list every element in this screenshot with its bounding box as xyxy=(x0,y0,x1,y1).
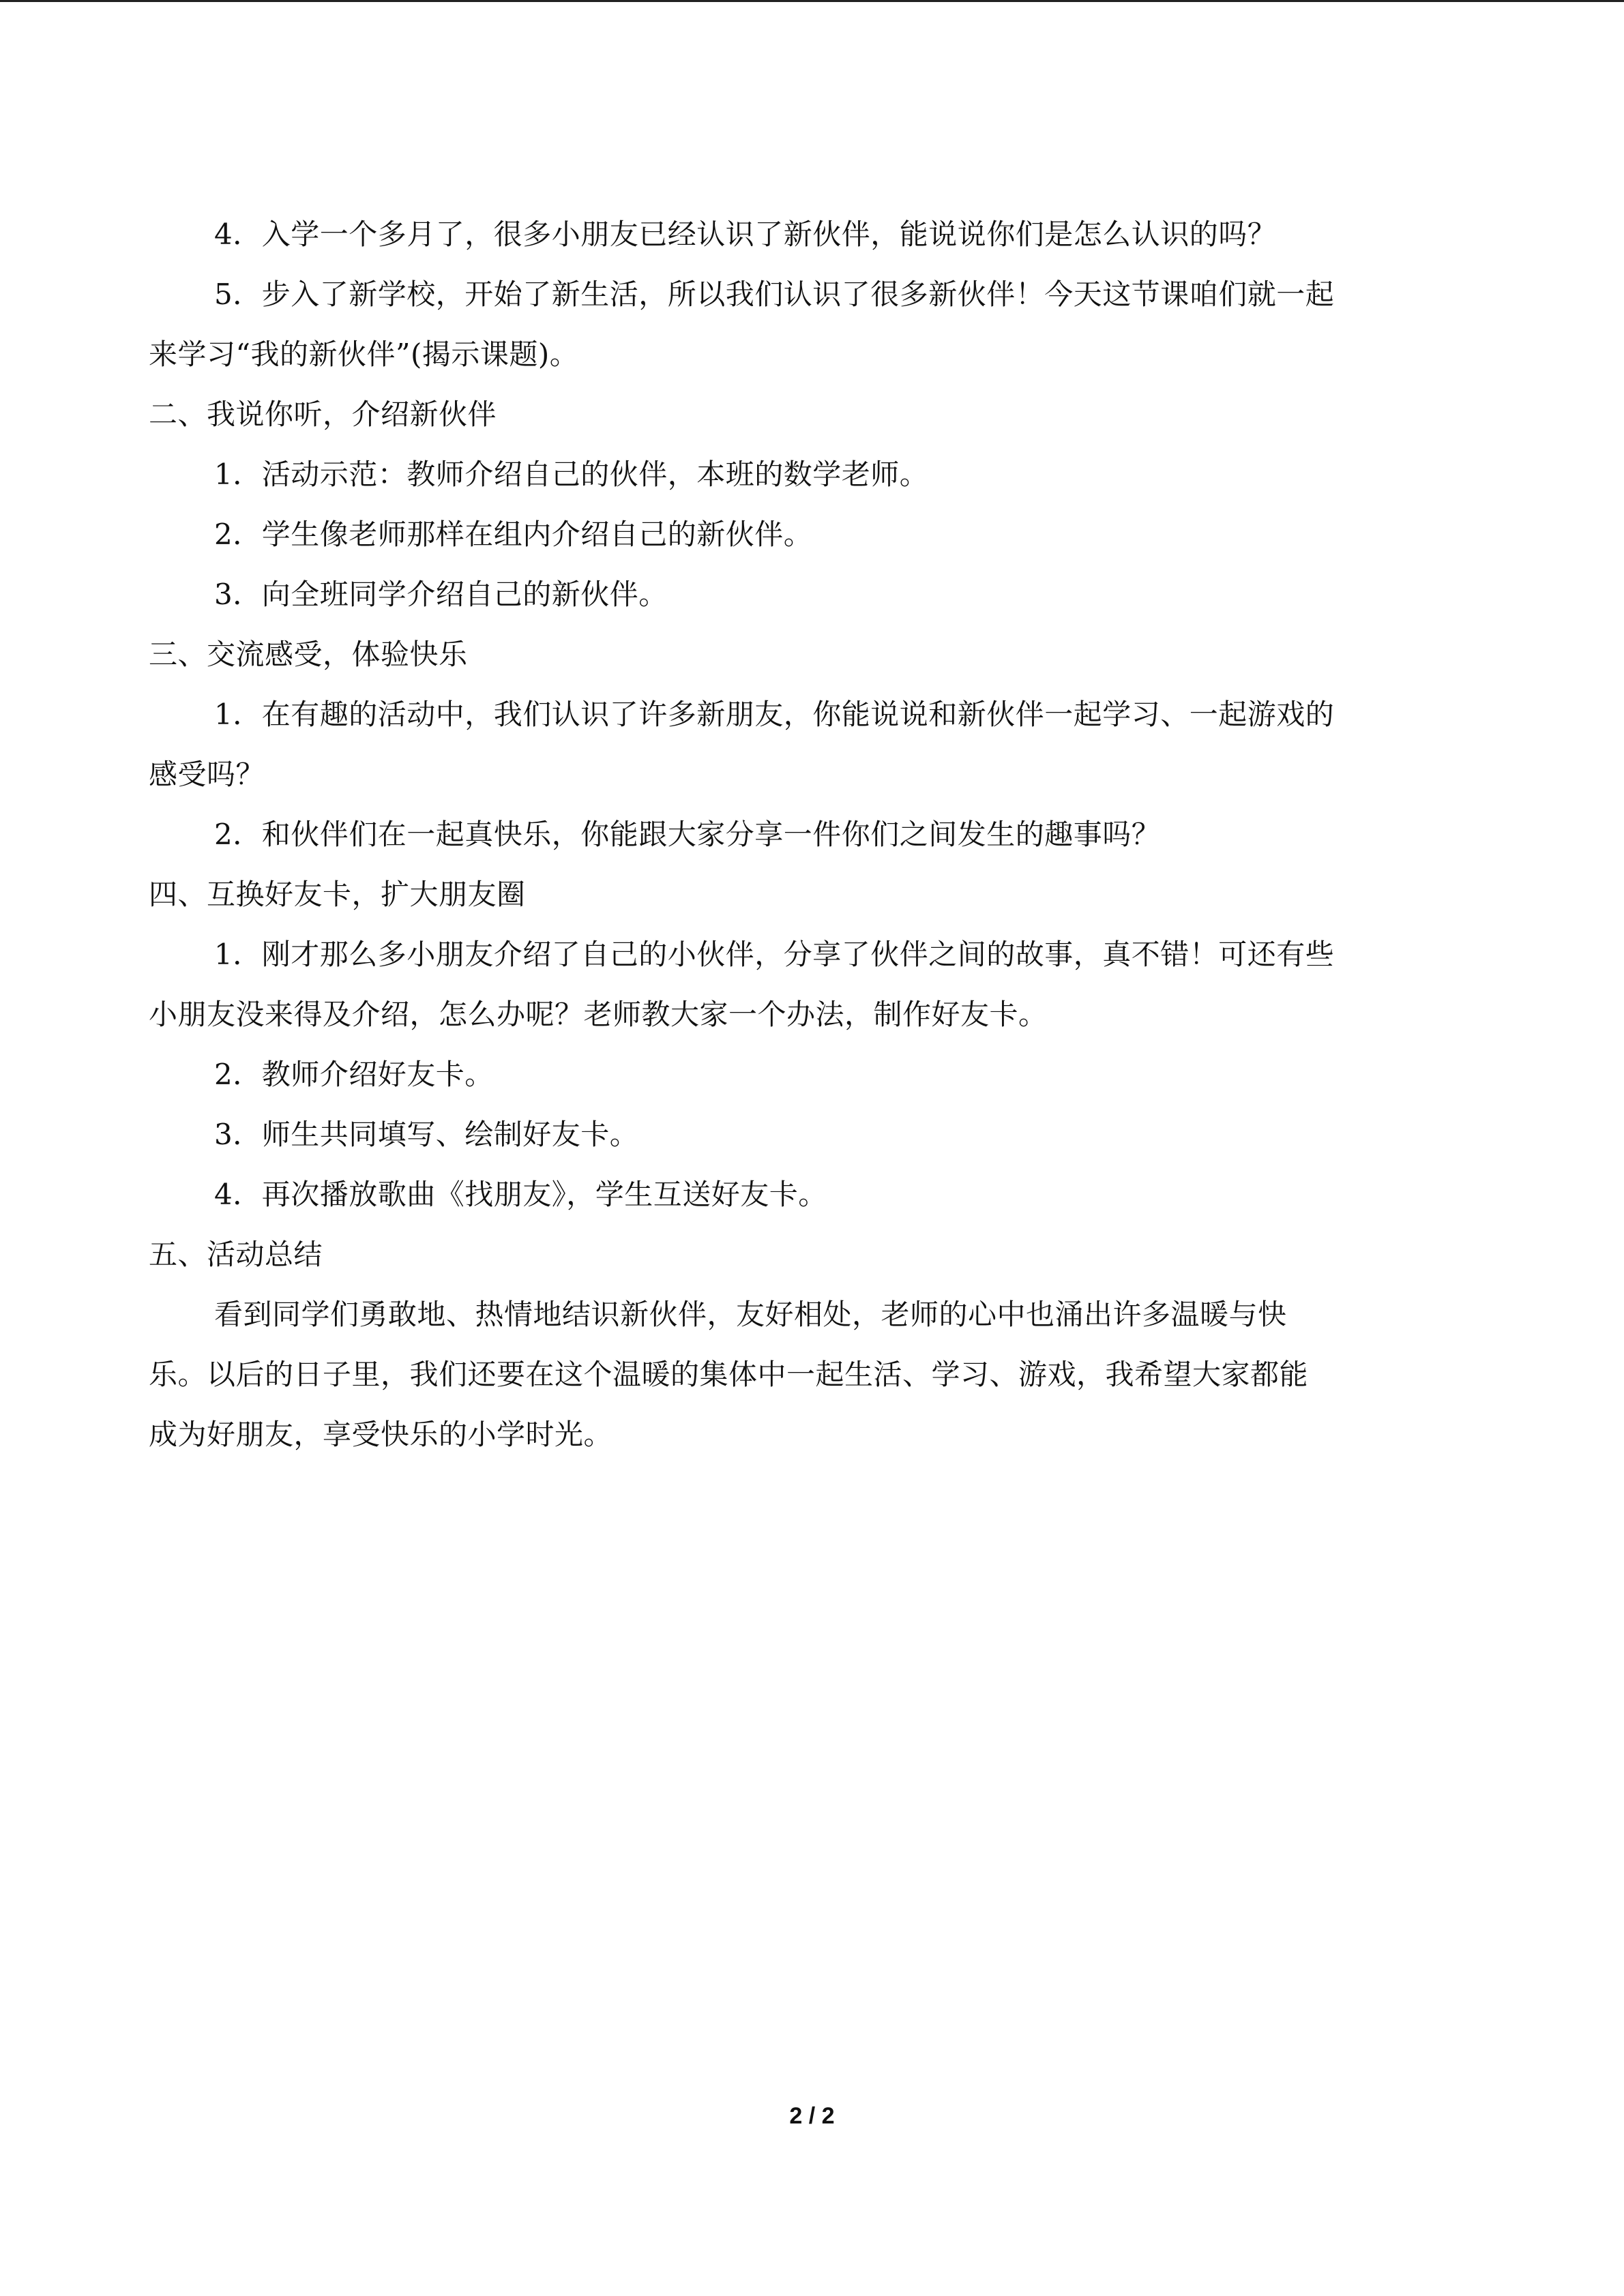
section-heading: 四、互换好友卡，扩大朋友圈 xyxy=(149,878,526,911)
paragraph-line: 小朋友没来得及介绍，怎么办呢？老师教大家一个办法，制作好友卡。 xyxy=(149,998,1048,1031)
page-number: 2 / 2 xyxy=(789,2103,835,2129)
section-heading: 二、我说你听，介绍新伙伴 xyxy=(149,398,497,431)
list-item: 3．师生共同填写、绘制好友卡。 xyxy=(214,1118,639,1151)
list-item: 1．刚才那么多小朋友介绍了自己的小伙伴，分享了伙伴之间的故事，真不错！可还有些 xyxy=(214,938,1335,971)
paragraph-line: 乐。以后的日子里，我们还要在这个温暖的集体中一起生活、学习、游戏，我希望大家都能 xyxy=(149,1358,1309,1391)
list-item: 2．学生像老师那样在组内介绍自己的新伙伴。 xyxy=(214,518,813,551)
list-item: 3．向全班同学介绍自己的新伙伴。 xyxy=(214,578,668,611)
list-item: 1．活动示范：教师介绍自己的伙伴，本班的数学老师。 xyxy=(214,458,929,491)
list-item: 2．和伙伴们在一起真快乐，你能跟大家分享一件你们之间发生的趣事吗？ xyxy=(214,818,1161,851)
paragraph-line: 4．入学一个多月了，很多小朋友已经认识了新伙伴，能说说你们是怎么认识的吗？ xyxy=(214,218,1277,251)
list-item: 2．教师介绍好友卡。 xyxy=(214,1058,494,1091)
document-body xyxy=(149,205,1475,1465)
paragraph-line: 5．步入了新学校，开始了新生活，所以我们认识了很多新伙伴！今天这节课咱们就一起 xyxy=(214,278,1335,311)
paragraph-line: 看到同学们勇敢地、热情地结识新伙伴，友好相处，老师的心中也涌出许多温暖与快 xyxy=(214,1298,1287,1331)
paragraph-line: 成为好朋友，享受快乐的小学时光。 xyxy=(149,1418,613,1451)
list-item: 4．再次播放歌曲《找朋友》，学生互送好友卡。 xyxy=(214,1178,827,1211)
list-item: 1．在有趣的活动中，我们认识了许多新朋友，你能说说和新伙伴一起学习、一起游戏的 xyxy=(214,698,1335,731)
section-heading: 五、活动总结 xyxy=(149,1238,323,1271)
page-top-border xyxy=(0,0,1624,2)
paragraph-line: 来学习“我的新伙伴”(揭示课题)。 xyxy=(149,338,579,371)
paragraph-line: 感受吗？ xyxy=(149,758,265,791)
section-heading: 三、交流感受，体验快乐 xyxy=(149,638,468,671)
